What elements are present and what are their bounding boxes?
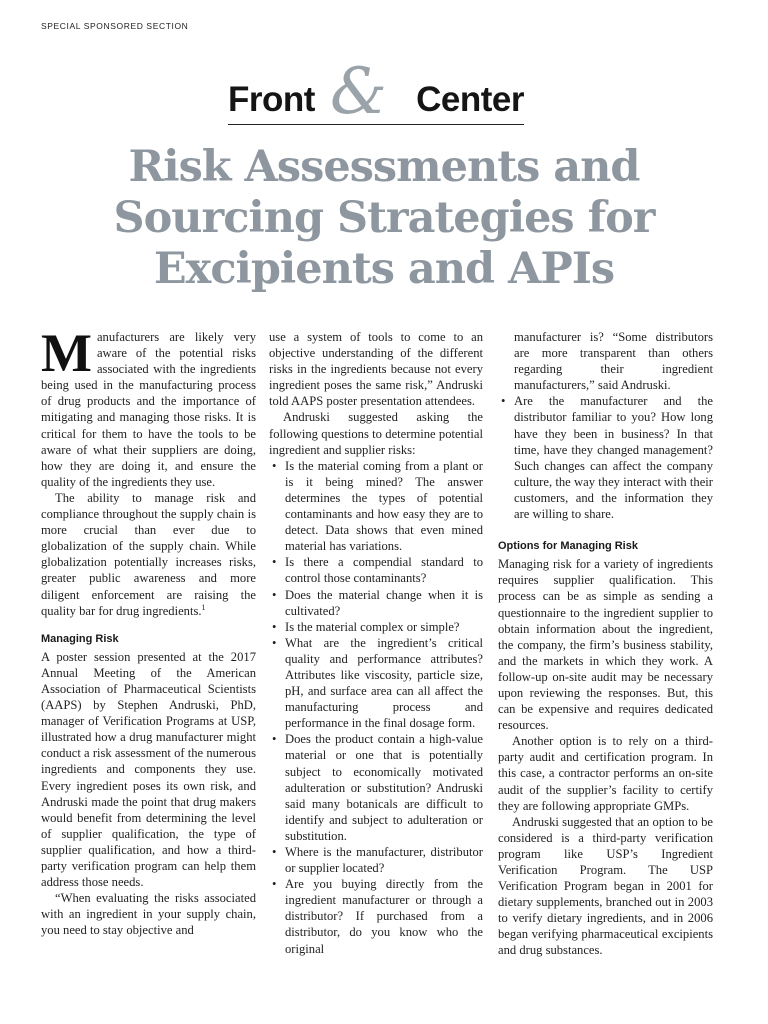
article-column-2 [269,329,483,957]
article-column-1 [41,323,256,938]
article-headline [80,142,688,295]
list-item: • Are you buying directly from the ingredient manufacturer or through a distributor? If purchased from a distributor, do you know who the original [269,876,483,956]
footnote-ref: 1 [201,602,206,612]
paragraph: Andruski suggested that an option to be considered is a third-party verification program like USP’s Ingredient Verification Program. The USP Verification Program began in 2001 for dietary supplements, branched out in 2003 to verify dietary ingredients, and in 2006 began verifying pharmaceutical excipients and drug substances. [498,814,713,958]
paragraph: Managing risk for a variety of ingredients requires supplier qualification. This process can be as simple as sending a questionnaire to the ingredient supplier to obtain information about the ingredient, the company, the firm’s business stability, and the markets in which they work. A follow-up on-site audit may be necessary upon reviewing the responses. But, this can be expensive and requires dedicated resources. [498,557,713,733]
paragraph: use a system of tools to come to an objective understanding of the different risks in the ingredients because not every ingredient poses the same risk,” Andruski told AAPS poster presentation attendees. [269,330,483,409]
list-item: • Where is the manufacturer, distributor or supplier located? [269,844,483,876]
drop-cap: M [41,323,92,383]
paragraph-text: The ability to manage risk and compliance throughout the supply chain is more crucial than ever due to globalization of the supply chain. While globalization potentially increases risks, greater public awareness and more diligent enforcement are raising the quality bar for drug ingredients. [41,490,256,618]
risk-question-list-cont [498,393,713,522]
paragraph: A poster session presented at the 2017 Annual Meeting of the American Association of Pharmaceutical Scientists (AAPS) by Stephen Andruski, PhD, manager of Verification Programs at USP, illustrated how a drug manufacturer might conduct a risk assessment of the numerous ingredients and components they use. Every ingredient poses its own risk, and Andruski made the point that drug makers would benefit from determining the level of supplier qualification, the type of supplier qualification, and how a third-party verification program can help them address those needs. [41,649,256,890]
paragraph [41,490,256,619]
list-item: • Are the manufacturer and the distributor familiar to you? How long have they been in business? In that time, have they changed management? Such changes can affect the company culture, the way they interact with their customers, and the information they are willing to share. [498,393,713,522]
subhead-options: Options for Managing Risk [498,540,638,553]
subhead-managing-risk: Managing Risk [41,632,119,645]
brand-word-center: Center [416,80,524,119]
brand-ampersand: & [330,55,387,129]
brand-word-front: Front [228,80,315,119]
brand-logo [228,55,524,129]
headline-line-1: Risk Assessments and [128,142,640,192]
list-item: • Is the material complex or simple? [269,619,483,635]
list-item: • Does the product contain a high-value material or one that is potentially subject to economically motivated adulteration or substitution? Andruski said many botanicals are difficult to identify and subject to adulteration or substitution. [269,731,483,844]
risk-question-list [269,458,483,957]
section-label: SPECIAL SPONSORED SECTION [41,21,189,31]
paragraph: “When evaluating the risks associated with an ingredient in your supply chain, you need to stay objective and [41,891,256,938]
list-item: • What are the ingredient’s critical quality and performance attributes? Attributes like viscosity, particle size, pH, and surface area can all affect the manufacturing process and performance in the final dosage form. [269,635,483,732]
headline-line-3: Excipients and APIs [153,244,615,294]
intro-text: anufacturers are likely very aware of the potential risks associated with the ingredients being used in the manufacturing process of drug products and the importance of mitigating and managing those risks. It is critical for them to have the tools to be aware of what their suppliers are doing, how they are doing it, and ensure the quality of the ingredients they use. [41,330,256,489]
intro-paragraph [41,323,256,490]
list-item-continuation: manufacturer is? “Some distributors are more transparent than others regarding their ingredient manufacturers,” said Andruski. [514,330,713,393]
paragraph: Andruski suggested asking the following questions to determine potential ingredient and supplier risks: [269,410,483,457]
paragraph: Another option is to rely on a third-party audit and certification program. In this case, a contractor performs an on-site audit of the supplier’s facility to certify they are following appropriate GMPs. [498,734,713,813]
article-column-3 [498,329,713,959]
list-item: • Does the material change when it is cultivated? [269,587,483,619]
list-item: • Is the material coming from a plant or is it being mined? The answer determines the types of potential contaminants and how easy they are to detect. Data shows that even mined material has variations. [269,458,483,555]
list-item: • Is there a compendial standard to control those contaminants? [269,554,483,586]
headline-line-2: Sourcing Strategies for [113,193,655,243]
